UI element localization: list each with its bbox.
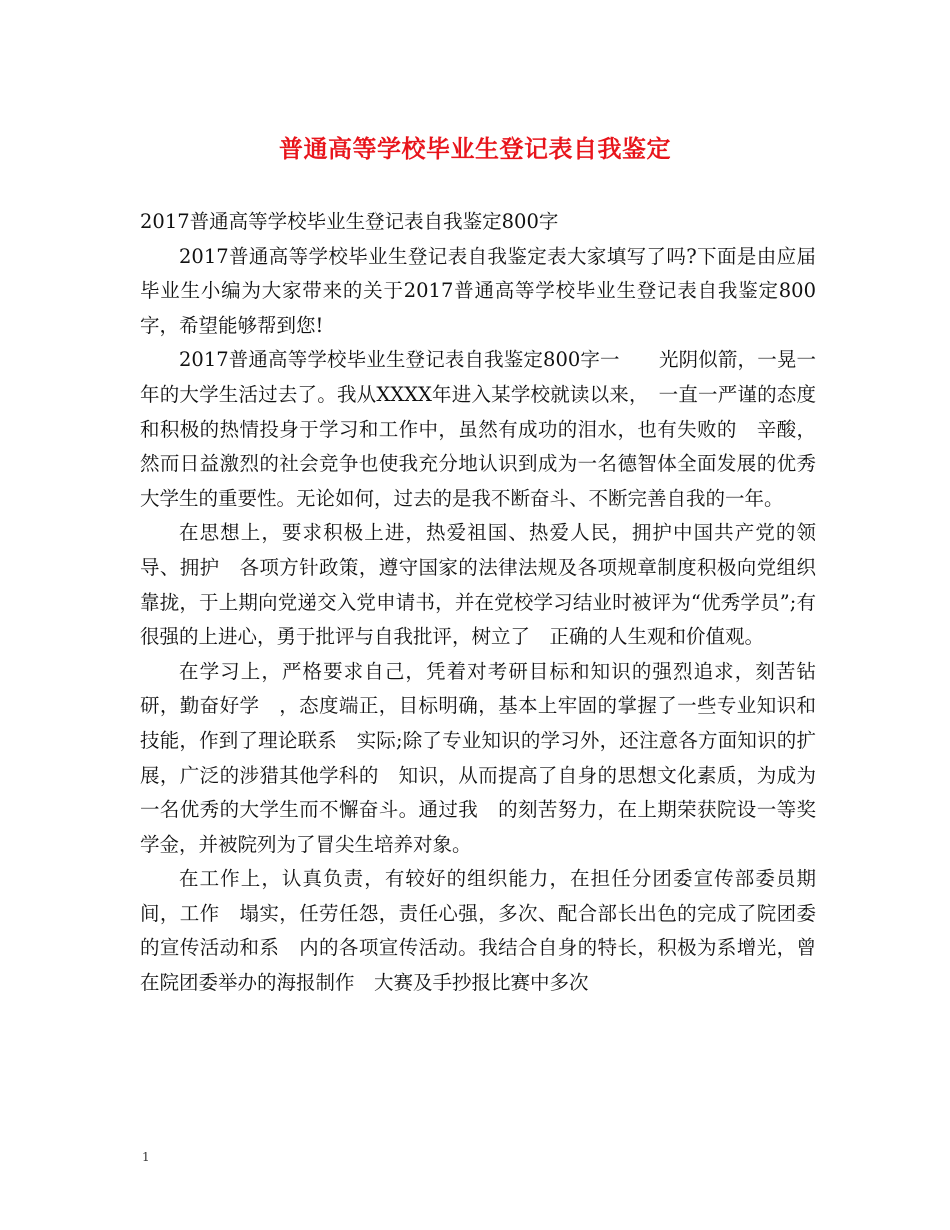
paragraph-study: 在学习上，严格要求自己，凭着对考研目标和知识的强烈追求，刻苦钻研，勤奋好学 ，态度端正，目标明确，基本上牢固的掌握了一些专业知识和技能，作到了理论联系 实际;除了专业知识的学习外，还注意各方面知识的扩展，广泛的涉猎其他学科的 知识，从而提高了自身的思想文化素质，为成为一名优秀的大学生而不懈奋斗。通过我 的刻苦努力，在上期荣获院设一等奖学金，并被院列为了冒尖生培养对象。 (140, 659, 816, 856)
paragraph-thought: 在思想上，要求积极上进，热爱祖国、热爱人民，拥护中国共产党的领导、拥护 各项方针政策，遵守国家的法律法规及各项规章制度积极向党组织靠拢，于上期向党递交入党申请书，并在党校学习结业时被评为“优秀学员”;有很强的上进心，勇于批评与自我批评，树立了 正确的人生观和价值观。 (140, 521, 816, 649)
page-number: 1 (142, 1150, 150, 1164)
document-body (140, 205, 836, 1001)
document-title: 普通高等学校毕业生登记表自我鉴定 (279, 134, 671, 163)
paragraph-work: 在工作上，认真负责，有较好的组织能力，在担任分团委宣传部委员期间，工作 塌实，任劳任怨，责任心强，多次、配合部长出色的完成了院团委的宣传活动和系 内的各项宣传活动。我结合自身的特长，积极为系增光，曾在院团委举办的海报制作 大赛及手抄报比赛中多次 (140, 867, 816, 995)
document-subtitle: 2017普通高等学校毕业生登记表自我鉴定800字 (140, 210, 559, 233)
paragraph-overview: 2017普通高等学校毕业生登记表自我鉴定800字一 光阴似箭，一晃一年的大学生活过去了。我从XXXX年进入某学校就读以来， 一直一严谨的态度和积极的热情投身于学习和工作中，虽然有成功的泪水，也有失败的 辛酸，然而日益激烈的社会竞争也使我充分地认识到成为一名德智体全面发展的优秀 大学生的重要性。无论如何，过去的是我不断奋斗、不断完善自我的一年。 (140, 348, 836, 510)
paragraph-intro: 2017普通高等学校毕业生登记表自我鉴定表大家填写了吗?下面是由应届毕业生小编为大家带来的关于2017普通高等学校毕业生登记表自我鉴定800字，希望能够帮到您! (140, 244, 816, 337)
